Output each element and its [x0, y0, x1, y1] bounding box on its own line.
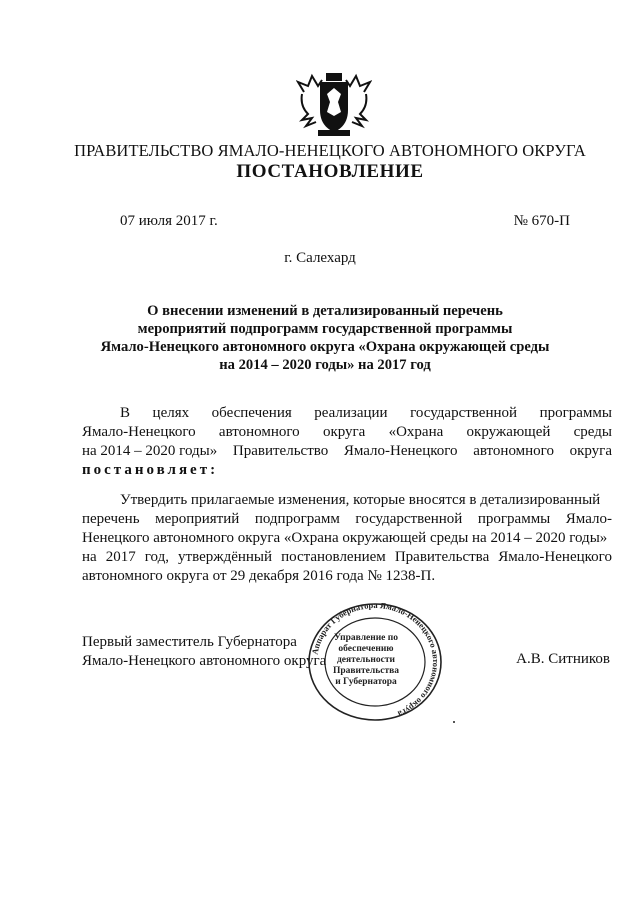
position-line: Ямало-Ненецкого автономного округа [82, 653, 327, 669]
subject-line: мероприятий подпрограмм государственной программы [137, 321, 513, 337]
stamp-line: Управление по [333, 633, 398, 643]
word: утверждённый [178, 549, 273, 565]
subject-line: Ямало-Ненецкого автономного округа «Охрана окружающей среды [100, 339, 550, 355]
word: реализации [314, 405, 388, 421]
word: Правительства [394, 549, 490, 565]
paragraph-line [82, 567, 612, 586]
position-line: Первый заместитель Губернатора [82, 634, 297, 650]
paragraph-line [82, 423, 612, 442]
word: «Охрана [388, 424, 444, 440]
word: на [82, 549, 97, 565]
word: перечень [82, 511, 140, 527]
word: Ямало- [565, 511, 612, 527]
stamp-center-text [325, 633, 407, 688]
word: подпрограмм [254, 511, 340, 527]
word: округа [322, 424, 366, 440]
stamp-line: Правительства [332, 666, 400, 676]
document-number: № 670-П [513, 213, 570, 229]
document-city: г. Салехард [284, 250, 356, 266]
paragraph-line [82, 529, 612, 548]
decision-paragraph [82, 491, 612, 586]
paragraph-line [82, 461, 612, 480]
stamp-line: обеспечению [338, 644, 394, 654]
paragraph-line [82, 548, 612, 567]
paragraph-line [82, 404, 612, 423]
word: автономного [218, 424, 300, 440]
word: округа [569, 443, 612, 459]
word: автономного [473, 443, 554, 459]
stamp-line: деятельности [337, 655, 395, 665]
word: мероприятий [155, 511, 240, 527]
ink-dot [453, 721, 455, 723]
word: программы [539, 405, 612, 421]
word: государственной [410, 405, 518, 421]
word: постановлением [281, 549, 386, 565]
word: Ямало-Ненецкого [498, 549, 612, 565]
document-date: 07 июля 2017 г. [120, 213, 218, 229]
word: государственной [355, 511, 463, 527]
decree-verb: постановляет: [82, 462, 219, 478]
line-text: Утвердить прилагаемые изменения, которые вносятся в детализированный [120, 492, 601, 508]
stamp-line: и Губернатора [335, 677, 397, 687]
stamp-ring-text: Аппарат Губернатора Ямало-Ненецкого автономного округа [309, 601, 442, 720]
paragraph-line [82, 510, 612, 529]
document-subject [90, 302, 560, 374]
word: Ямало-Ненецкого [82, 424, 196, 440]
paragraph-line [82, 491, 612, 510]
word: целях [152, 405, 190, 421]
signatory-name: А.В. Ситников [516, 651, 610, 667]
word: на 2014 – 2020 годы» [82, 443, 218, 459]
word: год, [144, 549, 169, 565]
word: Ямало-Ненецкого [343, 443, 458, 459]
word: Правительство [232, 443, 329, 459]
line-text: автономного округа от 29 декабря 2016 года № 1238-П. [82, 568, 436, 584]
subject-line: О внесении изменений в детализированный перечень [147, 303, 503, 319]
coat-of-arms-emblem [296, 72, 372, 138]
word: окружающей [466, 424, 551, 440]
subject-line: на 2014 – 2020 годы» на 2017 год [219, 357, 431, 373]
word: 2017 [105, 549, 136, 565]
word: обеспечения [211, 405, 292, 421]
word: В [120, 405, 131, 421]
preamble-paragraph [82, 404, 612, 480]
document-type-title: ПОСТАНОВЛЕНИЕ [236, 161, 424, 182]
word: программы [477, 511, 551, 527]
paragraph-line [82, 442, 612, 461]
signatory-position [82, 633, 326, 671]
government-name: ПРАВИТЕЛЬСТВО ЯМАЛО-НЕНЕЦКОГО АВТОНОМНОГО ОКРУГА [74, 141, 586, 160]
line-text: Ненецкого автономного округа «Охрана окружающей среды на 2014 – 2020 годы» [82, 530, 608, 546]
word: среды [573, 424, 612, 440]
